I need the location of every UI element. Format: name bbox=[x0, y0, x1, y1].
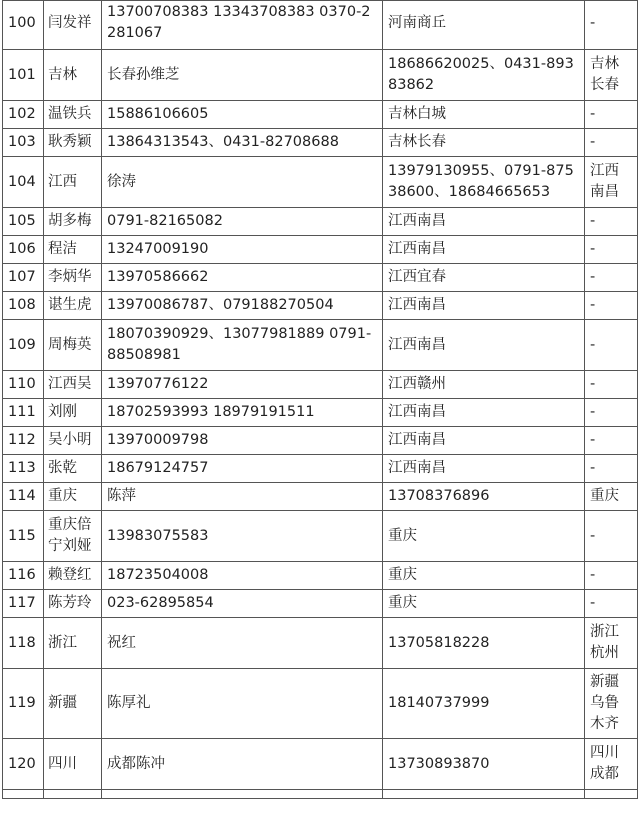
location-cell: 江西南昌 bbox=[383, 236, 585, 264]
contact-cell: 祝红 bbox=[102, 618, 383, 669]
note-cell: 四川成都 bbox=[585, 739, 638, 790]
row-number: 115 bbox=[3, 511, 44, 562]
name-cell: 重庆 bbox=[44, 483, 102, 511]
note-cell: - bbox=[585, 236, 638, 264]
name-cell: 胡多梅 bbox=[44, 208, 102, 236]
location-cell: 吉林白城 bbox=[383, 101, 585, 129]
name-cell: 四川 bbox=[44, 739, 102, 790]
location-cell: 江西南昌 bbox=[383, 455, 585, 483]
row-number: 101 bbox=[3, 50, 44, 101]
table-row bbox=[3, 236, 638, 264]
contact-cell: 13970776122 bbox=[102, 371, 383, 399]
empty-cell bbox=[44, 790, 102, 799]
note-cell: 浙江杭州 bbox=[585, 618, 638, 669]
table-row bbox=[3, 669, 638, 739]
row-number: 104 bbox=[3, 157, 44, 208]
note-cell: 重庆 bbox=[585, 483, 638, 511]
note-cell: - bbox=[585, 427, 638, 455]
location-cell: 江西南昌 bbox=[383, 399, 585, 427]
row-number: 110 bbox=[3, 371, 44, 399]
contact-cell: 18070390929、13077981889 0791-88508981 bbox=[102, 320, 383, 371]
row-number: 106 bbox=[3, 236, 44, 264]
name-cell: 李炳华 bbox=[44, 264, 102, 292]
table-row bbox=[3, 264, 638, 292]
table-row bbox=[3, 208, 638, 236]
name-cell: 谌生虎 bbox=[44, 292, 102, 320]
location-cell: 18686620025、0431-89383862 bbox=[383, 50, 585, 101]
table-row bbox=[3, 590, 638, 618]
table-row bbox=[3, 292, 638, 320]
table-row bbox=[3, 399, 638, 427]
row-number: 117 bbox=[3, 590, 44, 618]
name-cell: 陈芳玲 bbox=[44, 590, 102, 618]
name-cell: 江西 bbox=[44, 157, 102, 208]
location-cell: 江西赣州 bbox=[383, 371, 585, 399]
name-cell: 耿秀颖 bbox=[44, 129, 102, 157]
location-cell: 江西南昌 bbox=[383, 427, 585, 455]
contact-table bbox=[2, 0, 638, 799]
row-number: 100 bbox=[3, 1, 44, 50]
location-cell: 13708376896 bbox=[383, 483, 585, 511]
name-cell: 程洁 bbox=[44, 236, 102, 264]
contact-cell: 13970586662 bbox=[102, 264, 383, 292]
name-cell: 闫发祥 bbox=[44, 1, 102, 50]
row-number: 116 bbox=[3, 562, 44, 590]
table-row bbox=[3, 739, 638, 790]
table-row bbox=[3, 562, 638, 590]
table-row bbox=[3, 157, 638, 208]
location-cell: 河南商丘 bbox=[383, 1, 585, 50]
location-cell: 重庆 bbox=[383, 590, 585, 618]
name-cell: 吉林 bbox=[44, 50, 102, 101]
row-number: 111 bbox=[3, 399, 44, 427]
row-number: 108 bbox=[3, 292, 44, 320]
name-cell: 温铁兵 bbox=[44, 101, 102, 129]
row-number: 102 bbox=[3, 101, 44, 129]
table-row bbox=[3, 320, 638, 371]
location-cell: 吉林长春 bbox=[383, 129, 585, 157]
empty-cell bbox=[102, 790, 383, 799]
location-cell: 重庆 bbox=[383, 562, 585, 590]
name-cell: 江西吴 bbox=[44, 371, 102, 399]
note-cell: - bbox=[585, 129, 638, 157]
contact-cell: 长春孙维芝 bbox=[102, 50, 383, 101]
table-row bbox=[3, 129, 638, 157]
contact-cell: 13983075583 bbox=[102, 511, 383, 562]
note-cell: - bbox=[585, 590, 638, 618]
empty-cell bbox=[3, 790, 44, 799]
name-cell: 吴小明 bbox=[44, 427, 102, 455]
note-cell: - bbox=[585, 371, 638, 399]
location-cell: 13979130955、0791-87538600、18684665653 bbox=[383, 157, 585, 208]
contact-cell: 13970009798 bbox=[102, 427, 383, 455]
note-cell: - bbox=[585, 399, 638, 427]
table-row bbox=[3, 1, 638, 50]
note-cell: - bbox=[585, 562, 638, 590]
contact-cell: 023-62895854 bbox=[102, 590, 383, 618]
table-row bbox=[3, 511, 638, 562]
name-cell: 赖登红 bbox=[44, 562, 102, 590]
contact-cell: 18723504008 bbox=[102, 562, 383, 590]
contact-cell: 18679124757 bbox=[102, 455, 383, 483]
row-number: 112 bbox=[3, 427, 44, 455]
table-row bbox=[3, 427, 638, 455]
row-number: 109 bbox=[3, 320, 44, 371]
contact-cell: 陈厚礼 bbox=[102, 669, 383, 739]
table-row bbox=[3, 455, 638, 483]
table-row bbox=[3, 483, 638, 511]
location-cell: 13730893870 bbox=[383, 739, 585, 790]
note-cell: 新疆乌鲁木齐 bbox=[585, 669, 638, 739]
contact-cell: 13247009190 bbox=[102, 236, 383, 264]
name-cell: 重庆倍宁刘娅 bbox=[44, 511, 102, 562]
contact-cell: 13970086787、079188270504 bbox=[102, 292, 383, 320]
row-number: 107 bbox=[3, 264, 44, 292]
row-number: 118 bbox=[3, 618, 44, 669]
note-cell: 江西南昌 bbox=[585, 157, 638, 208]
note-cell: - bbox=[585, 101, 638, 129]
row-number: 120 bbox=[3, 739, 44, 790]
contact-cell: 徐涛 bbox=[102, 157, 383, 208]
table-row-partial bbox=[3, 790, 638, 799]
note-cell: 吉林长春 bbox=[585, 50, 638, 101]
empty-cell bbox=[383, 790, 585, 799]
name-cell: 张乾 bbox=[44, 455, 102, 483]
note-cell: - bbox=[585, 1, 638, 50]
name-cell: 浙江 bbox=[44, 618, 102, 669]
row-number: 114 bbox=[3, 483, 44, 511]
location-cell: 江西南昌 bbox=[383, 320, 585, 371]
contact-cell: 0791-82165082 bbox=[102, 208, 383, 236]
note-cell: - bbox=[585, 320, 638, 371]
name-cell: 周梅英 bbox=[44, 320, 102, 371]
contact-cell: 13864313543、0431-82708688 bbox=[102, 129, 383, 157]
note-cell: - bbox=[585, 511, 638, 562]
location-cell: 江西南昌 bbox=[383, 208, 585, 236]
note-cell: - bbox=[585, 292, 638, 320]
contact-cell: 15886106605 bbox=[102, 101, 383, 129]
contact-cell: 18702593993 18979191511 bbox=[102, 399, 383, 427]
contact-cell: 成都陈冲 bbox=[102, 739, 383, 790]
empty-cell bbox=[585, 790, 638, 799]
row-number: 119 bbox=[3, 669, 44, 739]
location-cell: 18140737999 bbox=[383, 669, 585, 739]
location-cell: 13705818228 bbox=[383, 618, 585, 669]
table-row bbox=[3, 618, 638, 669]
table-row bbox=[3, 101, 638, 129]
row-number: 113 bbox=[3, 455, 44, 483]
name-cell: 新疆 bbox=[44, 669, 102, 739]
location-cell: 重庆 bbox=[383, 511, 585, 562]
location-cell: 江西宜春 bbox=[383, 264, 585, 292]
table-row bbox=[3, 371, 638, 399]
table-row bbox=[3, 50, 638, 101]
note-cell: - bbox=[585, 208, 638, 236]
name-cell: 刘刚 bbox=[44, 399, 102, 427]
row-number: 103 bbox=[3, 129, 44, 157]
contact-cell: 陈萍 bbox=[102, 483, 383, 511]
note-cell: - bbox=[585, 455, 638, 483]
row-number: 105 bbox=[3, 208, 44, 236]
contact-cell: 13700708383 13343708383 0370-2281067 bbox=[102, 1, 383, 50]
location-cell: 江西南昌 bbox=[383, 292, 585, 320]
note-cell: - bbox=[585, 264, 638, 292]
